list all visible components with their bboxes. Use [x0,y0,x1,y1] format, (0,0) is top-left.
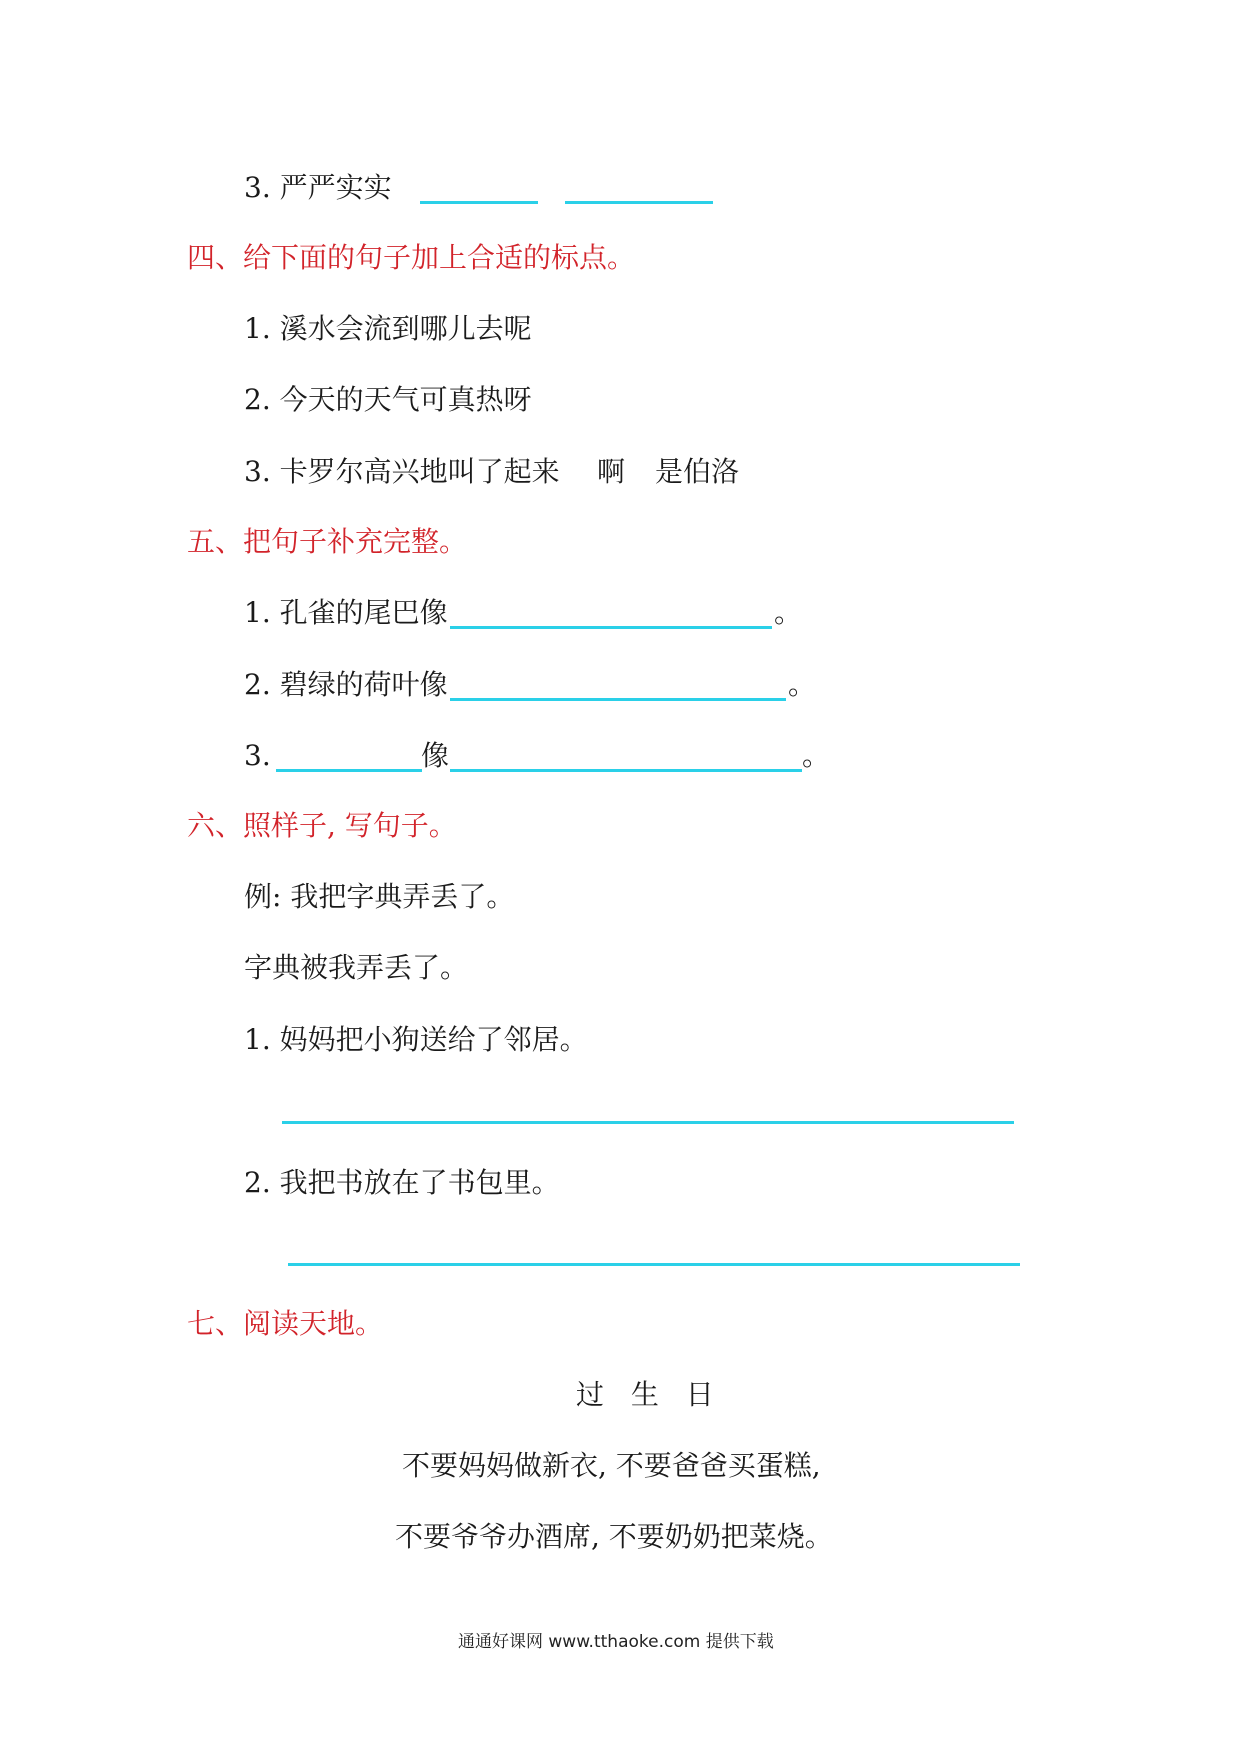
sec4-item-3-word: 是伯洛 [655,455,740,488]
sec6-item-2: 2. 我把书放在了书包里。 [244,1166,560,1199]
section-6-heading: 六、照样子, 写句子。 [187,809,457,842]
answer-line[interactable] [450,698,786,701]
sec5-item-3-number: 3. [244,739,271,772]
sec6-item-1: 1. 妈妈把小狗送给了邻居。 [244,1023,588,1056]
answer-line[interactable] [276,769,422,772]
section-5-heading: 五、把句子补充完整。 [187,525,468,558]
answer-line[interactable] [450,769,802,772]
sec5-item-2: 2. 碧绿的荷叶像 [244,668,448,701]
sec4-item-3: 3. 卡罗尔高兴地叫了起来 [244,455,560,488]
sec5-item-3-xiang: 像 [421,739,450,772]
sec4-item-2: 2. 今天的天气可真热呀 [244,383,532,416]
poem-line-1: 不要妈妈做新衣, 不要爸爸买蛋糕, [402,1449,821,1482]
sec4-item-1: 1. 溪水会流到哪儿去呢 [244,312,532,345]
sec6-example: 例: 我把字典弄丢了。 [244,880,515,913]
answer-line[interactable] [282,1121,1014,1124]
period: 。 [788,668,817,701]
sec5-item-1: 1. 孔雀的尾巴像 [244,596,448,629]
item-yanyanshishi: 3. 严严实实 [244,171,392,204]
period: 。 [802,739,831,772]
poem-title: 过 生 日 [576,1378,714,1411]
answer-line[interactable] [565,201,713,204]
section-4-heading: 四、给下面的句子加上合适的标点。 [187,241,636,274]
section-7-heading: 七、阅读天地。 [187,1307,384,1340]
sec4-item-3-word: 啊 [597,455,626,488]
period: 。 [774,596,803,629]
answer-line[interactable] [420,201,538,204]
sec6-example-answer: 字典被我弄丢了。 [244,951,469,984]
footer-text: 通通好课网 www.tthaoke.com 提供下载 [458,1632,774,1652]
answer-line[interactable] [288,1263,1020,1266]
poem-line-2: 不要爷爷办酒席, 不要奶奶把菜烧。 [395,1520,833,1553]
answer-line[interactable] [450,626,772,629]
